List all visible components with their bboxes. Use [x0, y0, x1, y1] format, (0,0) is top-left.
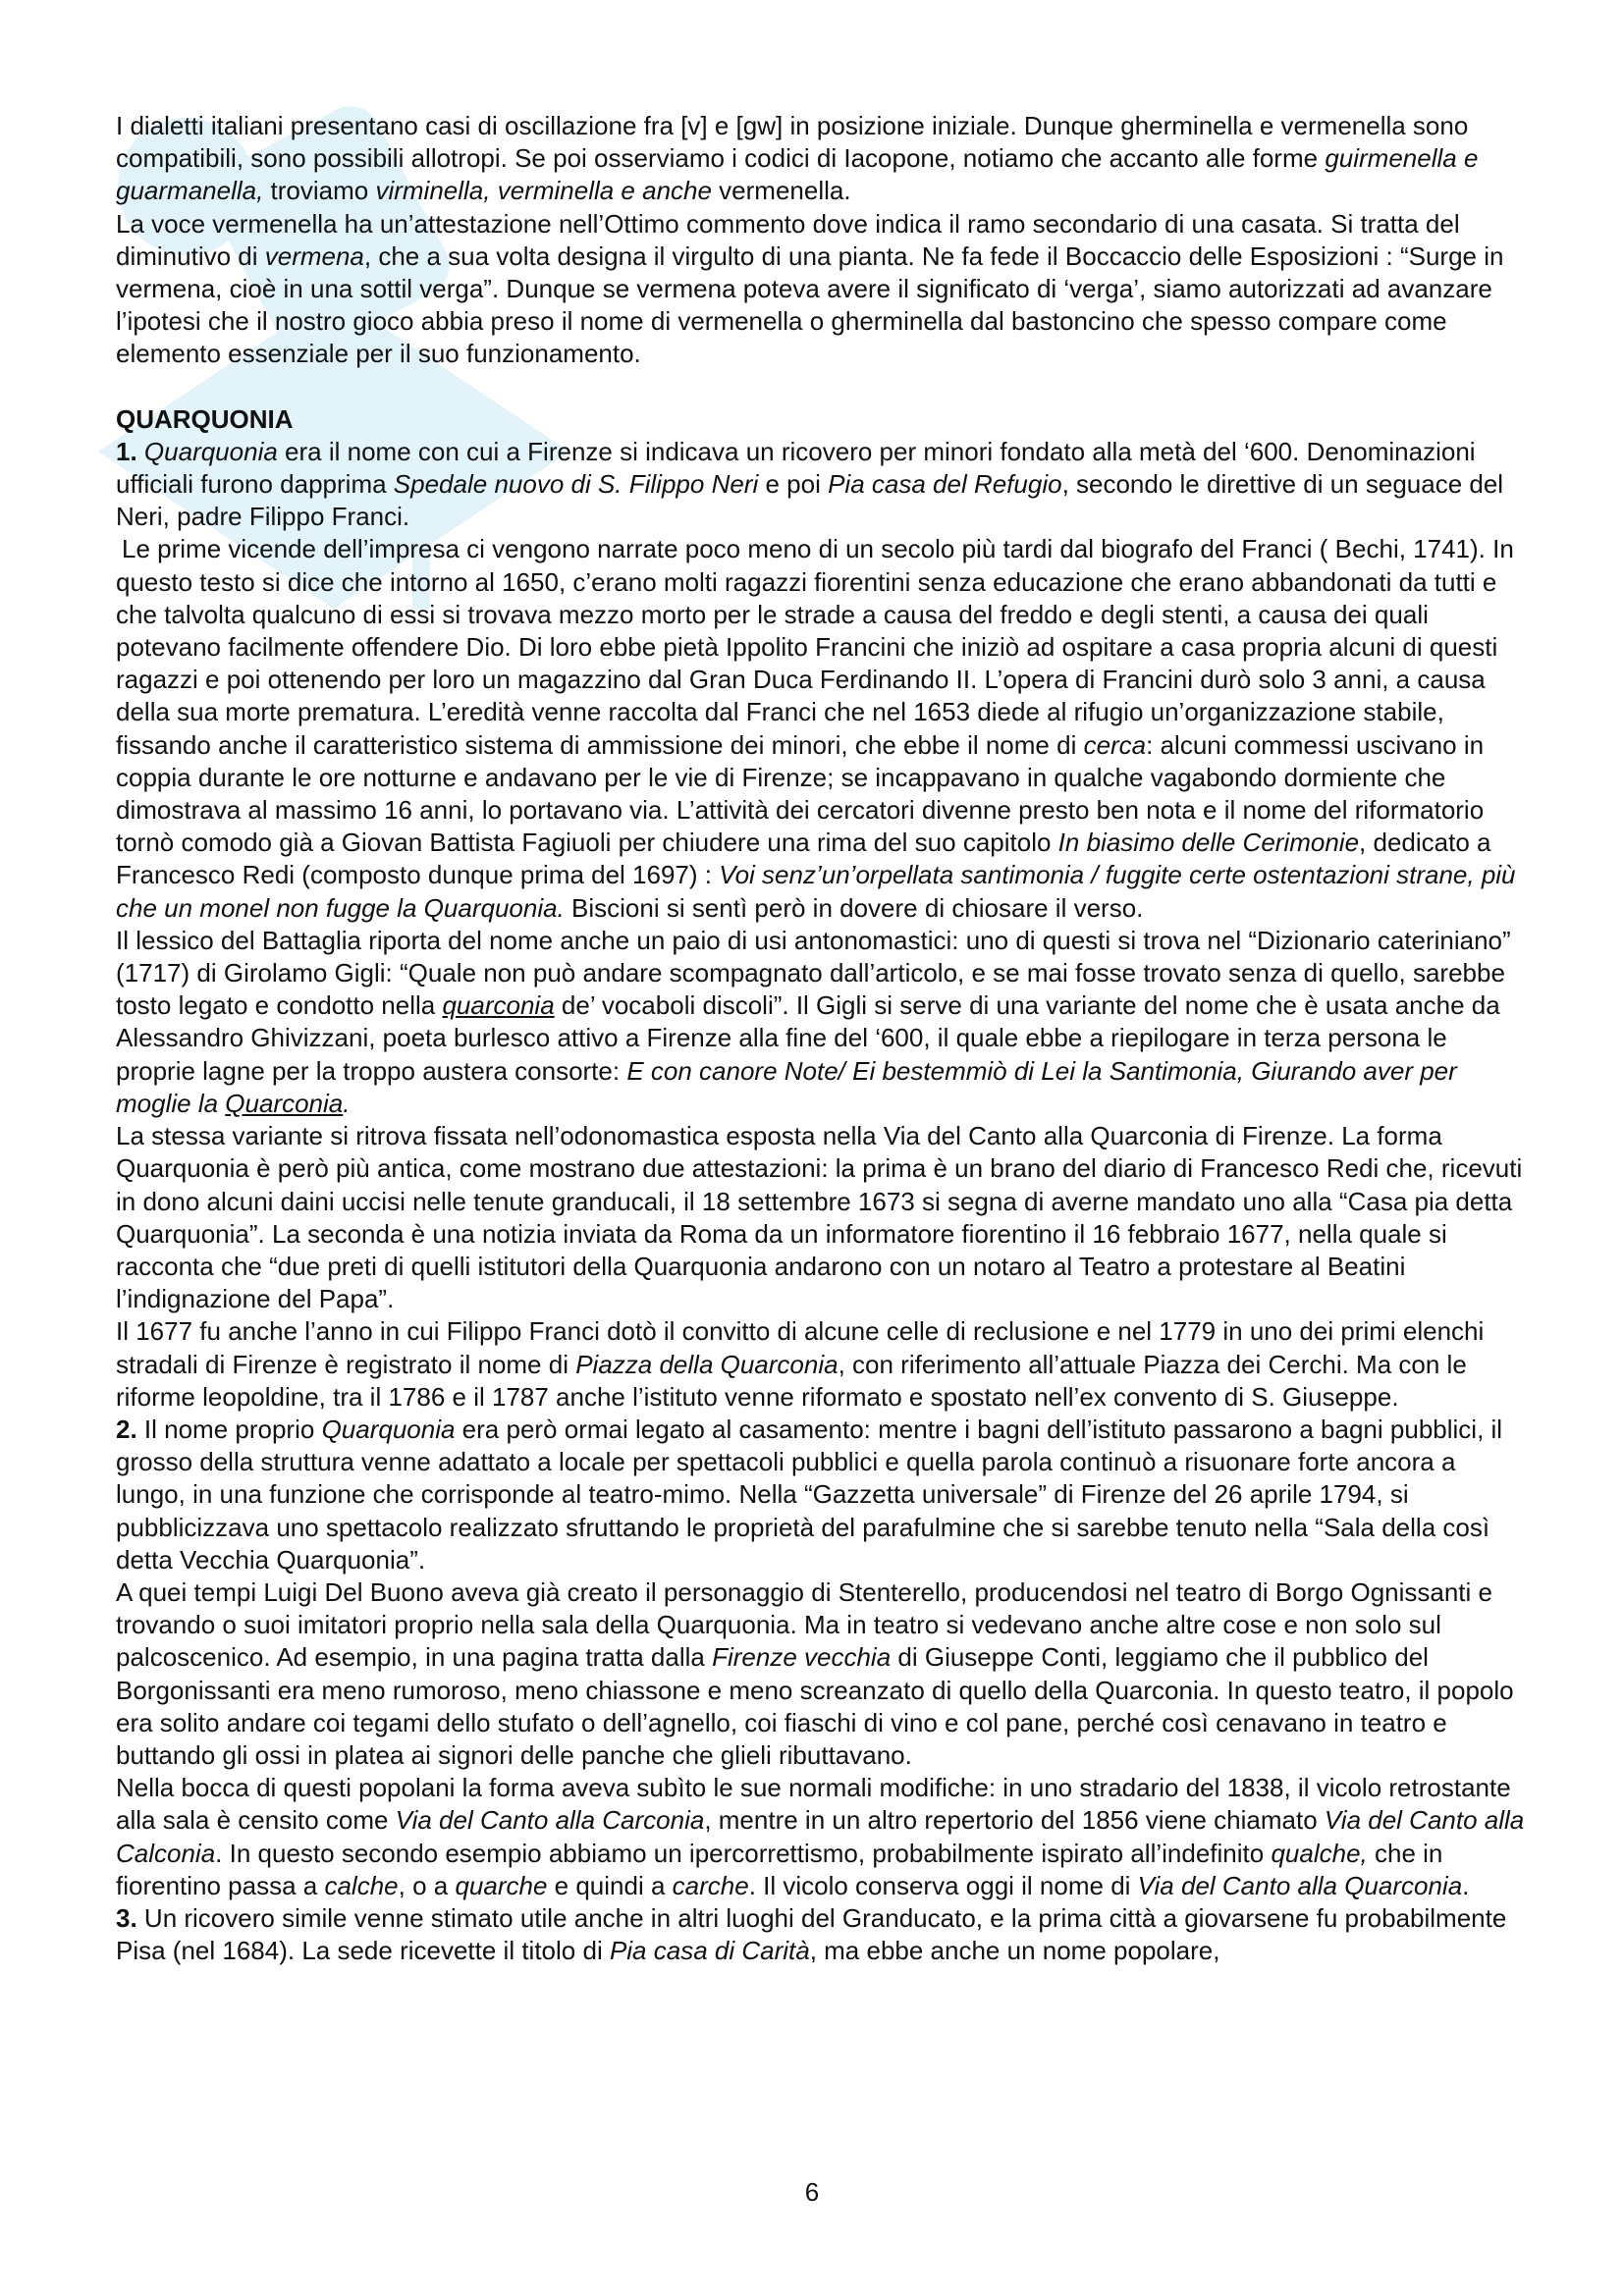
- text-run: Nella bocca di questi popolani la forma aveva subìto le sue normali modifiche: in uno stradario del 1838, il vicolo retrostante alla sala è censito come: [116, 1773, 1511, 1836]
- text-run: vermenella.: [711, 176, 851, 206]
- text-run: , secondo le direttive di un seguace del Neri, padre Filippo Franci.: [116, 469, 1504, 532]
- text-run: quarche: [455, 1870, 548, 1900]
- text-run: virminella, verminella e anche: [375, 176, 712, 206]
- text-run: 1.: [116, 436, 137, 466]
- text-run: La stessa variante si ritrova fissata nell’odonomastica esposta nella Via del Canto alla Quarconia di Firenze. La forma Quarquonia è però più antica, come mostrano due attestazioni: la prima è un brano del diario di Francesco Redi che, ricevuti in dono alcuni daini uccisi nelle tenute granducali, il 18 settembre 1673 si segna di averne mandato uno alla “Casa pia detta Quarquonia”. La seconda è una notizia inviata da Roma da un informatore fiorentino il 16 febbraio 1677, nella quale si racconta che “due preti di quelli istitutori della Quarquonia andarono con un notaro al Teatro a protestare al Beatini l’indignazione del Papa”.: [116, 1121, 1523, 1314]
- text-run: A quei tempi Luigi Del Buono aveva già creato il personaggio di Stenterello, producendosi nel teatro di Borgo Ognissanti e trovando o suoi imitatori proprio nella sala della Quarquonia. Ma in teatro si vedevano anche altre cose e non solo sul palcoscenico. Ad esempio, in una pagina tratta dalla: [116, 1576, 1492, 1673]
- page-body: [116, 110, 1530, 1967]
- paragraph-7: [116, 1576, 1530, 1772]
- text-run: , ma ebbe anche un nome popolare,: [809, 1936, 1220, 1966]
- text-run: e quindi a: [547, 1870, 673, 1900]
- text-run: quarconia: [442, 990, 555, 1021]
- text-run: , dedicato a Francesco Redi (composto dunque prima del 1697) :: [116, 828, 1491, 890]
- text-run: e poi: [758, 469, 829, 500]
- text-run: Quarquonia: [143, 436, 278, 466]
- paragraph-8: [116, 1772, 1530, 1902]
- text-run: Biscioni si sentì però in dovere di chiosare il verso.: [564, 892, 1144, 923]
- text-run: Il 1677 fu anche l’anno in cui Filippo Franci dotò il convitto di alcune celle di reclusione e nel 1779 in uno dei primi elenchi stradali di Firenze è registrato il nome di: [116, 1316, 1485, 1379]
- text-run: 2.: [116, 1414, 137, 1444]
- text-run: Voi senz’un’orpellata santimonia / fuggite certe ostentazioni strane, più che un monel non fugge la Quarquonia.: [116, 860, 1516, 923]
- text-run: troviamo: [263, 176, 376, 206]
- page-number: 6: [804, 2177, 820, 2207]
- text-run: .: [1462, 1870, 1470, 1900]
- blank-line: [116, 371, 1530, 403]
- text-run: . Il vicolo conserva oggi il nome di: [748, 1870, 1138, 1900]
- text-run: Un ricovero simile venne stimato utile anche in altri luoghi del Granducato, e la prima città a giovarsene fu probabilmente Pisa (nel 1684). La sede ricevette il titolo di: [116, 1902, 1507, 1966]
- paragraph-3: [116, 925, 1530, 1120]
- text-run: I dialetti italiani presentano casi di oscillazione fra [v] e [gw] in posizione iniziale. Dunque gherminella e vermenella sono compatibili, sono possibili allotropi. Se poi osserviamo i codici di Iacopone, notiamo che accanto alle forme: [116, 111, 1469, 174]
- text-run: Via del Canto alla Calconia: [116, 1805, 1525, 1868]
- text-run: che in fiorentino passa a: [116, 1838, 1443, 1900]
- text-run: de’ vocaboli discoli”. Il Gigli si serve di una variante del nome che è usata anche da Alessandro Ghivizzani, poeta burlesco attivo a Firenze alla fine del ‘600, il quale ebbe a riepilogare in terza persona le proprie lagne per la troppo austera consorte:: [116, 990, 1500, 1086]
- text-run: qualche,: [1271, 1838, 1368, 1868]
- paragraph-9: [116, 1902, 1530, 1967]
- text-run: Firenze vecchia: [712, 1642, 892, 1673]
- text-run: Quarconia: [225, 1088, 344, 1118]
- text-run: Via del Canto alla Quarconia: [1137, 1870, 1463, 1900]
- text-run: In biasimo delle Cerimonie: [1057, 828, 1360, 858]
- paragraph-4: [116, 1120, 1530, 1315]
- text-run: [137, 437, 144, 466]
- paragraph-1: [116, 436, 1530, 534]
- text-run: calche: [324, 1870, 399, 1900]
- text-run: Quarquonia: [321, 1414, 456, 1444]
- text-run: guirmenella e guarmanella,: [116, 143, 1479, 206]
- text-run: Le prime vicende dell’impresa ci vengono narrate poco meno di un secolo più tardi dal biografo del Franci ( Bechi, 1741). In questo testo si dice che intorno al 1650, c’erano molti ragazzi fiorentini senza educazione che erano abbandonati da tutti e che talvolta qualcuno di essi si trovava mezzo morto per le strade a causa del freddo e degli stenti, a causa dei quali potevano facilmente offendere Dio. Di loro ebbe pietà Ippolito Francini che iniziò ad ospitare a casa propria alcuni di questi ragazzi e poi ottenendo per loro un magazzino dal Gran Duca Ferdinando II. L’opera di Francini durò solo 3 anni, a causa della sua morte prematura. L’eredità venne raccolta dal Franci che nel 1653 diede al rifugio un’organizzazione stabile, fissando anche il caratteristico sistema di ammissione dei minori, che ebbe il nome di: [116, 534, 1514, 760]
- intro-paragraph-1: [116, 110, 1530, 208]
- paragraph-5: [116, 1315, 1530, 1414]
- text-run: 3.: [116, 1902, 137, 1933]
- text-run: Pia casa di Carità: [609, 1936, 810, 1966]
- text-run: era il nome con cui a Firenze si indicava un ricovero per minori fondato alla metà del ‘600. Denominazioni ufficiali furono dapprima: [116, 436, 1476, 500]
- text-run: Il nome proprio: [136, 1414, 322, 1444]
- text-run: Spedale nuovo di S. Filippo Neri: [393, 469, 759, 500]
- text-run: , che a sua volta designa il virgulto di una pianta. Ne fa fede il Boccaccio delle Esposizioni : “Surge in vermena, cioè in una sottil verga”. Dunque se vermena poteva avere il significato di ‘verga’, siamo autorizzati ad avanzare l’ipotesi che il nostro gioco abbia preso il nome di vermenella o gherminella dal bastoncino che spesso compare come elemento essenziale per il suo funzionamento.: [116, 240, 1504, 369]
- text-run: cerca: [1083, 729, 1147, 760]
- text-run: .: [343, 1088, 351, 1118]
- paragraph-6: [116, 1414, 1530, 1576]
- text-run: , o a: [398, 1870, 456, 1900]
- text-run: vermena: [264, 240, 364, 271]
- text-run: La voce vermenella ha un’attestazione nell’Ottimo commento dove indica il ramo secondario di una casata. Si tratta del diminutivo di: [116, 208, 1460, 271]
- text-run: E con canore Note/ Ei bestemmiò di Lei la Santimonia, Giurando aver per moglie la: [116, 1055, 1457, 1118]
- section-title: QUARQUONIA: [116, 403, 294, 434]
- text-run: Piazza della Quarconia: [575, 1349, 839, 1379]
- text-run: Pia casa del Refugio: [828, 469, 1062, 500]
- text-run: Il lessico del Battaglia riporta del nome anche un paio di usi antonomastici: uno di questi si trova nel “Dizionario cateriniano” (1717) di Girolamo Gigli: “Quale non può andare scompagnato dall’articolo, e se mai fosse trovato senza di quello, sarebbe tosto legato e condotto nella: [116, 925, 1511, 1021]
- text-run: , mentre in un altro repertorio del 1856 viene chiamato: [704, 1805, 1325, 1836]
- text-run: . In questo secondo esempio abbiamo un ipercorrettismo, probabilmente ispirato all’indefinito: [215, 1838, 1272, 1868]
- intro-paragraph-2: [116, 208, 1530, 371]
- text-run: carche: [672, 1870, 749, 1900]
- text-run: : alcuni commessi uscivano in coppia durante le ore notturne e andavano per le vie di Firenze; se incappavano in qualche vagabondo dormiente che dimostrava al massimo 16 anni, lo portavano via. L’attività dei cercatori divenne presto ben nota e il nome del riformatorio tornò comodo già a Giovan Battista Fagiuoli per chiudere una rima del suo capitolo: [116, 729, 1485, 858]
- text-run: Via del Canto alla Carconia: [395, 1805, 705, 1836]
- text-run: era però ormai legato al casamento: mentre i bagni dell’istituto passarono a bagni pubblici, il grosso della struttura venne adattato a locale per spettacoli pubblici e quella parola continuò a risuonare forte ancora a lungo, in una funzione che corrisponde al teatro-mimo. Nella “Gazzetta universale” di Firenze del 26 aprile 1794, si pubblicizzava uno spettacolo realizzato sfruttando le proprietà del parafulmine che si sarebbe tenuto nella “Sala della così detta Vecchia Quarquonia”.: [116, 1414, 1503, 1575]
- paragraph-2: [116, 533, 1530, 924]
- text-run: di Giuseppe Conti, leggiamo che il pubblico del Borgonissanti era meno rumoroso, meno chiassone e meno screanzato di quello della Quarconia. In questo teatro, il popolo era solito andare coi tegami dello stufato o dell’agnello, coi fiaschi di vino e col pane, perché così cenavano in teatro e buttando gli ossi in platea ai signori delle panche che glieli ributtavano.: [116, 1642, 1514, 1770]
- text-run: , con riferimento all’attuale Piazza dei Cerchi. Ma con le riforme leopoldine, tra il 1786 e il 1787 anche l’istituto venne riformato e spostato nell’ex convento di S. Giuseppe.: [116, 1349, 1467, 1412]
